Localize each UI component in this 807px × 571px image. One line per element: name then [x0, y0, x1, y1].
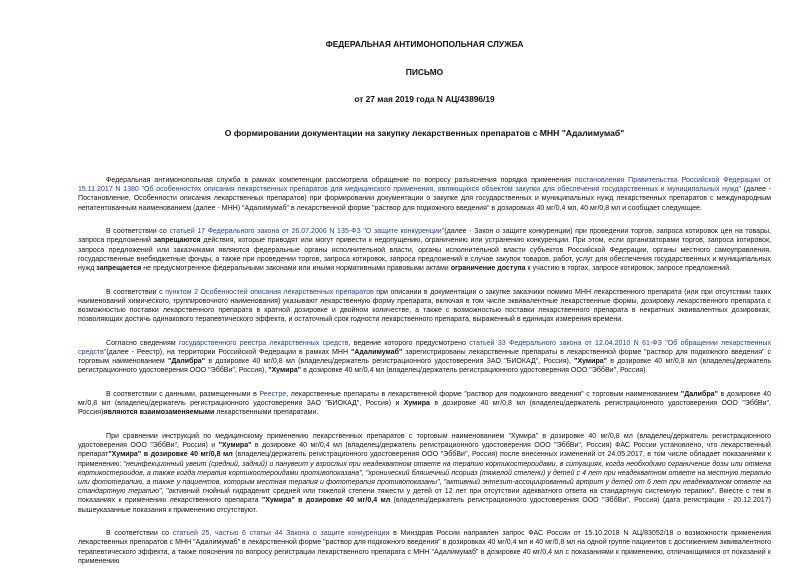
text: В соответствии с данными, размещенными в: [106, 391, 260, 399]
link-government-decree-1380[interactable]: постановления Правительства Российской Федерации от 15.11.2017 N 1380 "Об особенностях описания лекарственных препаратов для медицинского применения, являющихся объектом закупки для обеспечения государственных и муниципальных нужд": [78, 177, 772, 194]
document-type: ПИСЬМО: [405, 67, 444, 77]
text: В соответствии со: [106, 530, 173, 538]
bold-text: "Далибра": [168, 358, 206, 366]
text: (далее - Реестр), на территории Российской Федерации в рамках МНН: [106, 349, 351, 357]
bold-text: "Адалимумаб": [350, 349, 403, 357]
text: (владелец/держатель регистрационного удостоверения ООО "ЭббВи", Россия) после внесенных изменений от 24.05.2017, в том числе обладает показаниями к применению:: [78, 451, 771, 468]
text: (владелец/держатель регистрационного удостоверения ООО "ЭббВи", Россия) (дата регистрации - 20.12.2017) вышеуказанные показания к применению отсутствуют.: [78, 497, 771, 514]
text: к участию в торгах, запросе котировок, запросе предложений.: [525, 265, 732, 273]
text: , лекарственные препараты в лекарственной форме "раствор для подкожного введения" с торговым наименованием: [286, 391, 681, 399]
link-law-135-article-17[interactable]: статьей 17 Федерального закона от 26.07.2006 N 135-ФЗ "О защите конкуренции": [169, 228, 445, 236]
paragraph-6: [78, 432, 771, 515]
bold-text: запрещается: [96, 265, 142, 273]
text: зарегистрированы лекарственные препараты в лекарственной форме "раствор для подкожного введения" с торговым наименованием: [78, 349, 772, 366]
link-law-61-article-33[interactable]: статьей 33 Федерального закона от 12.04.2010 N 61-ФЗ "Об обращении лекарственных средств": [78, 339, 771, 357]
bold-text: "Хумира": [574, 358, 608, 366]
bold-text: Хумира: [403, 400, 430, 408]
document-body: [78, 176, 771, 566]
text: , ведение которого предусмотрено: [348, 339, 470, 347]
text: в дозировке 40 мг/0,8 мл (владелец/держатель регистрационного удостоверения ООО "ЭббВи", Россия): [78, 400, 771, 417]
bold-text: ограничение доступа: [450, 265, 526, 273]
bold-text: "Хумира" в дозировке 40 мг/0,4 мл: [261, 497, 391, 505]
paragraph-2: [78, 227, 771, 273]
text: в дозировке 40 мг/0,8 мл (владелец/держатель регистрационного удостоверения ЗАО "БИОКАД", Россия) и: [78, 391, 771, 408]
text: в дозировке 40 мг/0,4 мл (владелец/держатель регистрационного удостоверения ООО "ЭббВи", Россия).: [301, 367, 648, 375]
text: (далее - Постановление, Особенности описания лекарственных препаратов) при формировании документации о закупке для государственных и муниципальных нужд лекарственных препаратов с международным непатентованным наименованием (далее - МНН) "Адалимумаб" в лекарственной форме "раствор для подкожного введения" в дозировках 40 мг/0,4 мл, 40 мг/0,8 мл и сообщает следующее.: [78, 186, 771, 212]
text: В соответствии со: [106, 228, 170, 236]
paragraph-7: [78, 529, 771, 566]
text: в дозировке 40 мг/0,8 мл (владелец/держатель регистрационного удостоверения ООО "ЭббВи", Россия),: [78, 358, 771, 375]
text: не предусмотренное федеральными законами или иными нормативными правовыми актами: [141, 265, 451, 273]
agency-name: ФЕДЕРАЛЬНАЯ АНТИМОНОПОЛЬНАЯ СЛУЖБА: [325, 39, 524, 49]
paragraph-1: [78, 176, 771, 213]
text: лекарственными препаратами.: [214, 409, 319, 417]
text: действия, которые приводят или могут привести к недопущению, ограничению или устранению конкуренции. При этом, если организаторами торгов, запроса котировок, запроса предложений или заказчиками являются федеральные органы исполнительной власти, органы исполнительной власти субъектов Российской Федерации, органы местного самоуправления, государственные внебюджетные фонды, а также при проведении торгов, запроса котировок, запроса предложений в случае закупок товаров, работ, услуг для обеспечения государственных и муниципальных нужд: [78, 237, 771, 273]
document-title: О формировании документации на закупку лекарственных препаратов с МНН "Адалимумаб": [224, 128, 625, 138]
bold-text: "Хумира": [218, 442, 252, 450]
text: при описании в документации о закупке заказчики помимо МНН лекарственного препарата (или при отсутствии таких наименований химического, группировочного наименования) указывают лекарственную форму препарата, включая в том числе эквивалентные лекарственные формы, дозировку лекарственного препарата с возможностью поставки лекарственного препарата в кратной дозировке и двойном количестве, а также с возможностью поставки лекарственного препарата в некратных эквивалентных дозировках, позволяющих достичь одинакового терапевтического эффекта, и остаточный срок годности лекарственного препарата, выраженный в единицах измерения времени.: [78, 288, 771, 324]
bold-text: являются взаимозаменяемыми: [103, 409, 215, 417]
bold-text: "Далибра": [680, 391, 718, 399]
link-competition-law-article-25[interactable]: статьей 25, частью 6 статьи 44 Закона о защите конкуренции: [172, 530, 390, 538]
text: В соответствии с: [106, 288, 166, 296]
document-date-number: от 27 мая 2019 года N АЦ/43896/19: [354, 94, 495, 104]
text: При сравнении инструкций по медицинскому применению лекарственных препаратов с торговым наименованием "Хумира" в дозировке 40 мг/0,8 мл (владелец/держатель регистрационного удостоверения ООО "ЭббВи", Россия) и: [78, 433, 771, 450]
paragraph-5: [78, 390, 771, 418]
bold-text: запрещаются: [153, 237, 201, 245]
paragraph-4: [78, 339, 771, 376]
paragraph-3: [78, 288, 771, 325]
bold-text: "Хумира" в дозировке 40 мг/0,8 мл: [108, 451, 233, 459]
text: в дозировке 40 мг/0,8 мл (владелец/держатель регистрационного удостоверения ЗАО "БИОКАД", Россия),: [205, 358, 575, 366]
text: Федеральная антимонопольная служба в рамках компетенции рассмотрела обращение по вопросу разъяснения порядка применения: [106, 177, 575, 184]
text: Согласно сведениям: [106, 339, 179, 347]
text: , "активный гнойный гидраденит средней или тяжелой степени тяжести у детей от 12 лет при отсутствии адекватного ответа на стандартную системную терапию". Вместе с тем в показаниях к применению лекарственного препарата: [78, 488, 771, 505]
text: в Минздрав России направлен запрос ФАС России от 15.10.2018 N АЦ/83052/18 о возможности применения лекарственных препаратов с МНН "Адалимумаб" в лекарственной форме "раствор для подкожного введения" в дозировках 40 мг/0,4 мл и 40 мг/0,8 мл на одной группе пациентов с достижением эквивалентного терапевтического эффекта, а также пояснения по вопросу регистрации лекарственного препарата с МНН "Адалимумаб" в дозировке 40 мг/0,4 мл с показаниями к применению, отличающимися от показаний к применению: [78, 530, 771, 565]
link-registry[interactable]: Реестре: [259, 391, 287, 399]
text: (далее - Закон о защите конкуренции) при проведении торгов, запроса котировок цен на товары, запроса предложений: [78, 228, 772, 245]
link-drug-registry[interactable]: государственного реестра лекарственных средств: [178, 339, 349, 347]
italic-text: "неинфекционный увеит (средний, задний) и панувеит у взрослых при неадекватном ответе на терапию кортикостероидами, в ситуациях, когда необходимо ограничение дозы или отмена кортикостероидов, а также когда терапия кортикостероидами противопоказана", "хронический бляшечный псориаз (тяжелой степени) у детей с 4 лет при неадекватном ответе на местную терапию или фототерапию, а также у пациентов, которым местная терапия и фототерапия противопоказаны", "активный энтезит-ассоциированный артрит у детей от 6 лет при неадекватном ответе на стандартную терапию": [78, 460, 772, 496]
bold-text: "Хумира": [268, 367, 302, 375]
text: в дозировке 40 мг/0,4 мл (владелец/держатель регистрационного удостоверения ООО "ЭббВи", Россия) ФАС России установлено, что лекарственный препарат: [78, 442, 771, 459]
link-features-item-2[interactable]: пунктом 2 Особенностей описания лекарственных препаратов: [165, 288, 374, 296]
